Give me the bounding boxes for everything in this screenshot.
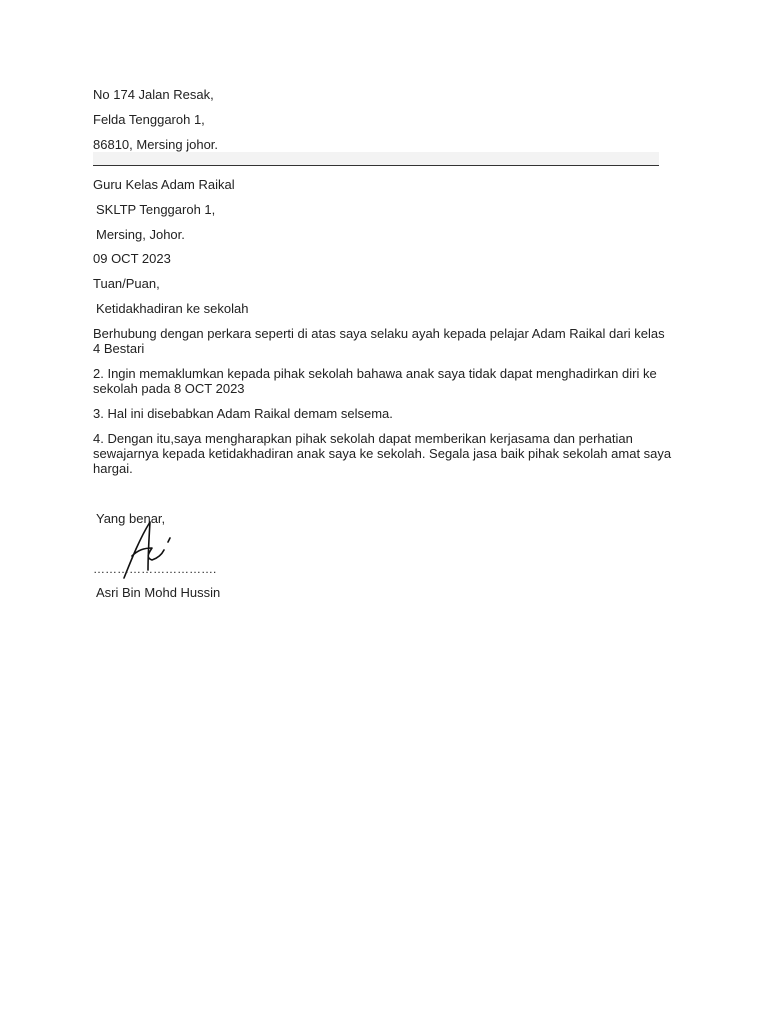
address-divider [93, 152, 659, 166]
signatory-name: Asri Bin Mohd Hussin [96, 585, 221, 600]
body-paragraph-2: 2. Ingin memaklumkan kepada pihak sekolah bahawa anak saya tidak dapat menghadirkan diri ke sekolah pada 8 OCT 2023 [93, 366, 657, 396]
recipient-line-3: Mersing, Johor. [96, 227, 185, 242]
sender-address-line-2: Felda Tenggaroh 1, [93, 112, 205, 127]
sender-address-line-1: No 174 Jalan Resak, [93, 87, 214, 102]
letter-date: 09 OCT 2023 [93, 251, 171, 266]
recipient-line-1: Guru Kelas Adam Raikal [93, 177, 235, 192]
body-paragraph-4: 4. Dengan itu,saya mengharapkan pihak sekolah dapat memberikan kerjasama dan perhatian sewajarnya kepada ketidakhadiran anak saya ke sekolah. Segala jasa baik pihak sekolah amat saya hargai. [93, 431, 672, 476]
sender-address-line-3: 86810, Mersing johor. [93, 137, 219, 152]
salutation: Tuan/Puan, [93, 276, 160, 291]
body-paragraph-1: Berhubung dengan perkara seperti di atas saya selaku ayah kepada pelajar Adam Raikal dari kelas 4 Bestari [93, 326, 665, 356]
recipient-line-2: SKLTP Tenggaroh 1, [96, 202, 216, 217]
subject-line: Ketidakhadiran ke sekolah [96, 301, 249, 316]
signature-line: …………………………. [93, 562, 217, 576]
closing-phrase: Yang benar, [96, 511, 166, 526]
body-paragraph-3: 3. Hal ini disebabkan Adam Raikal demam selsema. [93, 406, 393, 421]
